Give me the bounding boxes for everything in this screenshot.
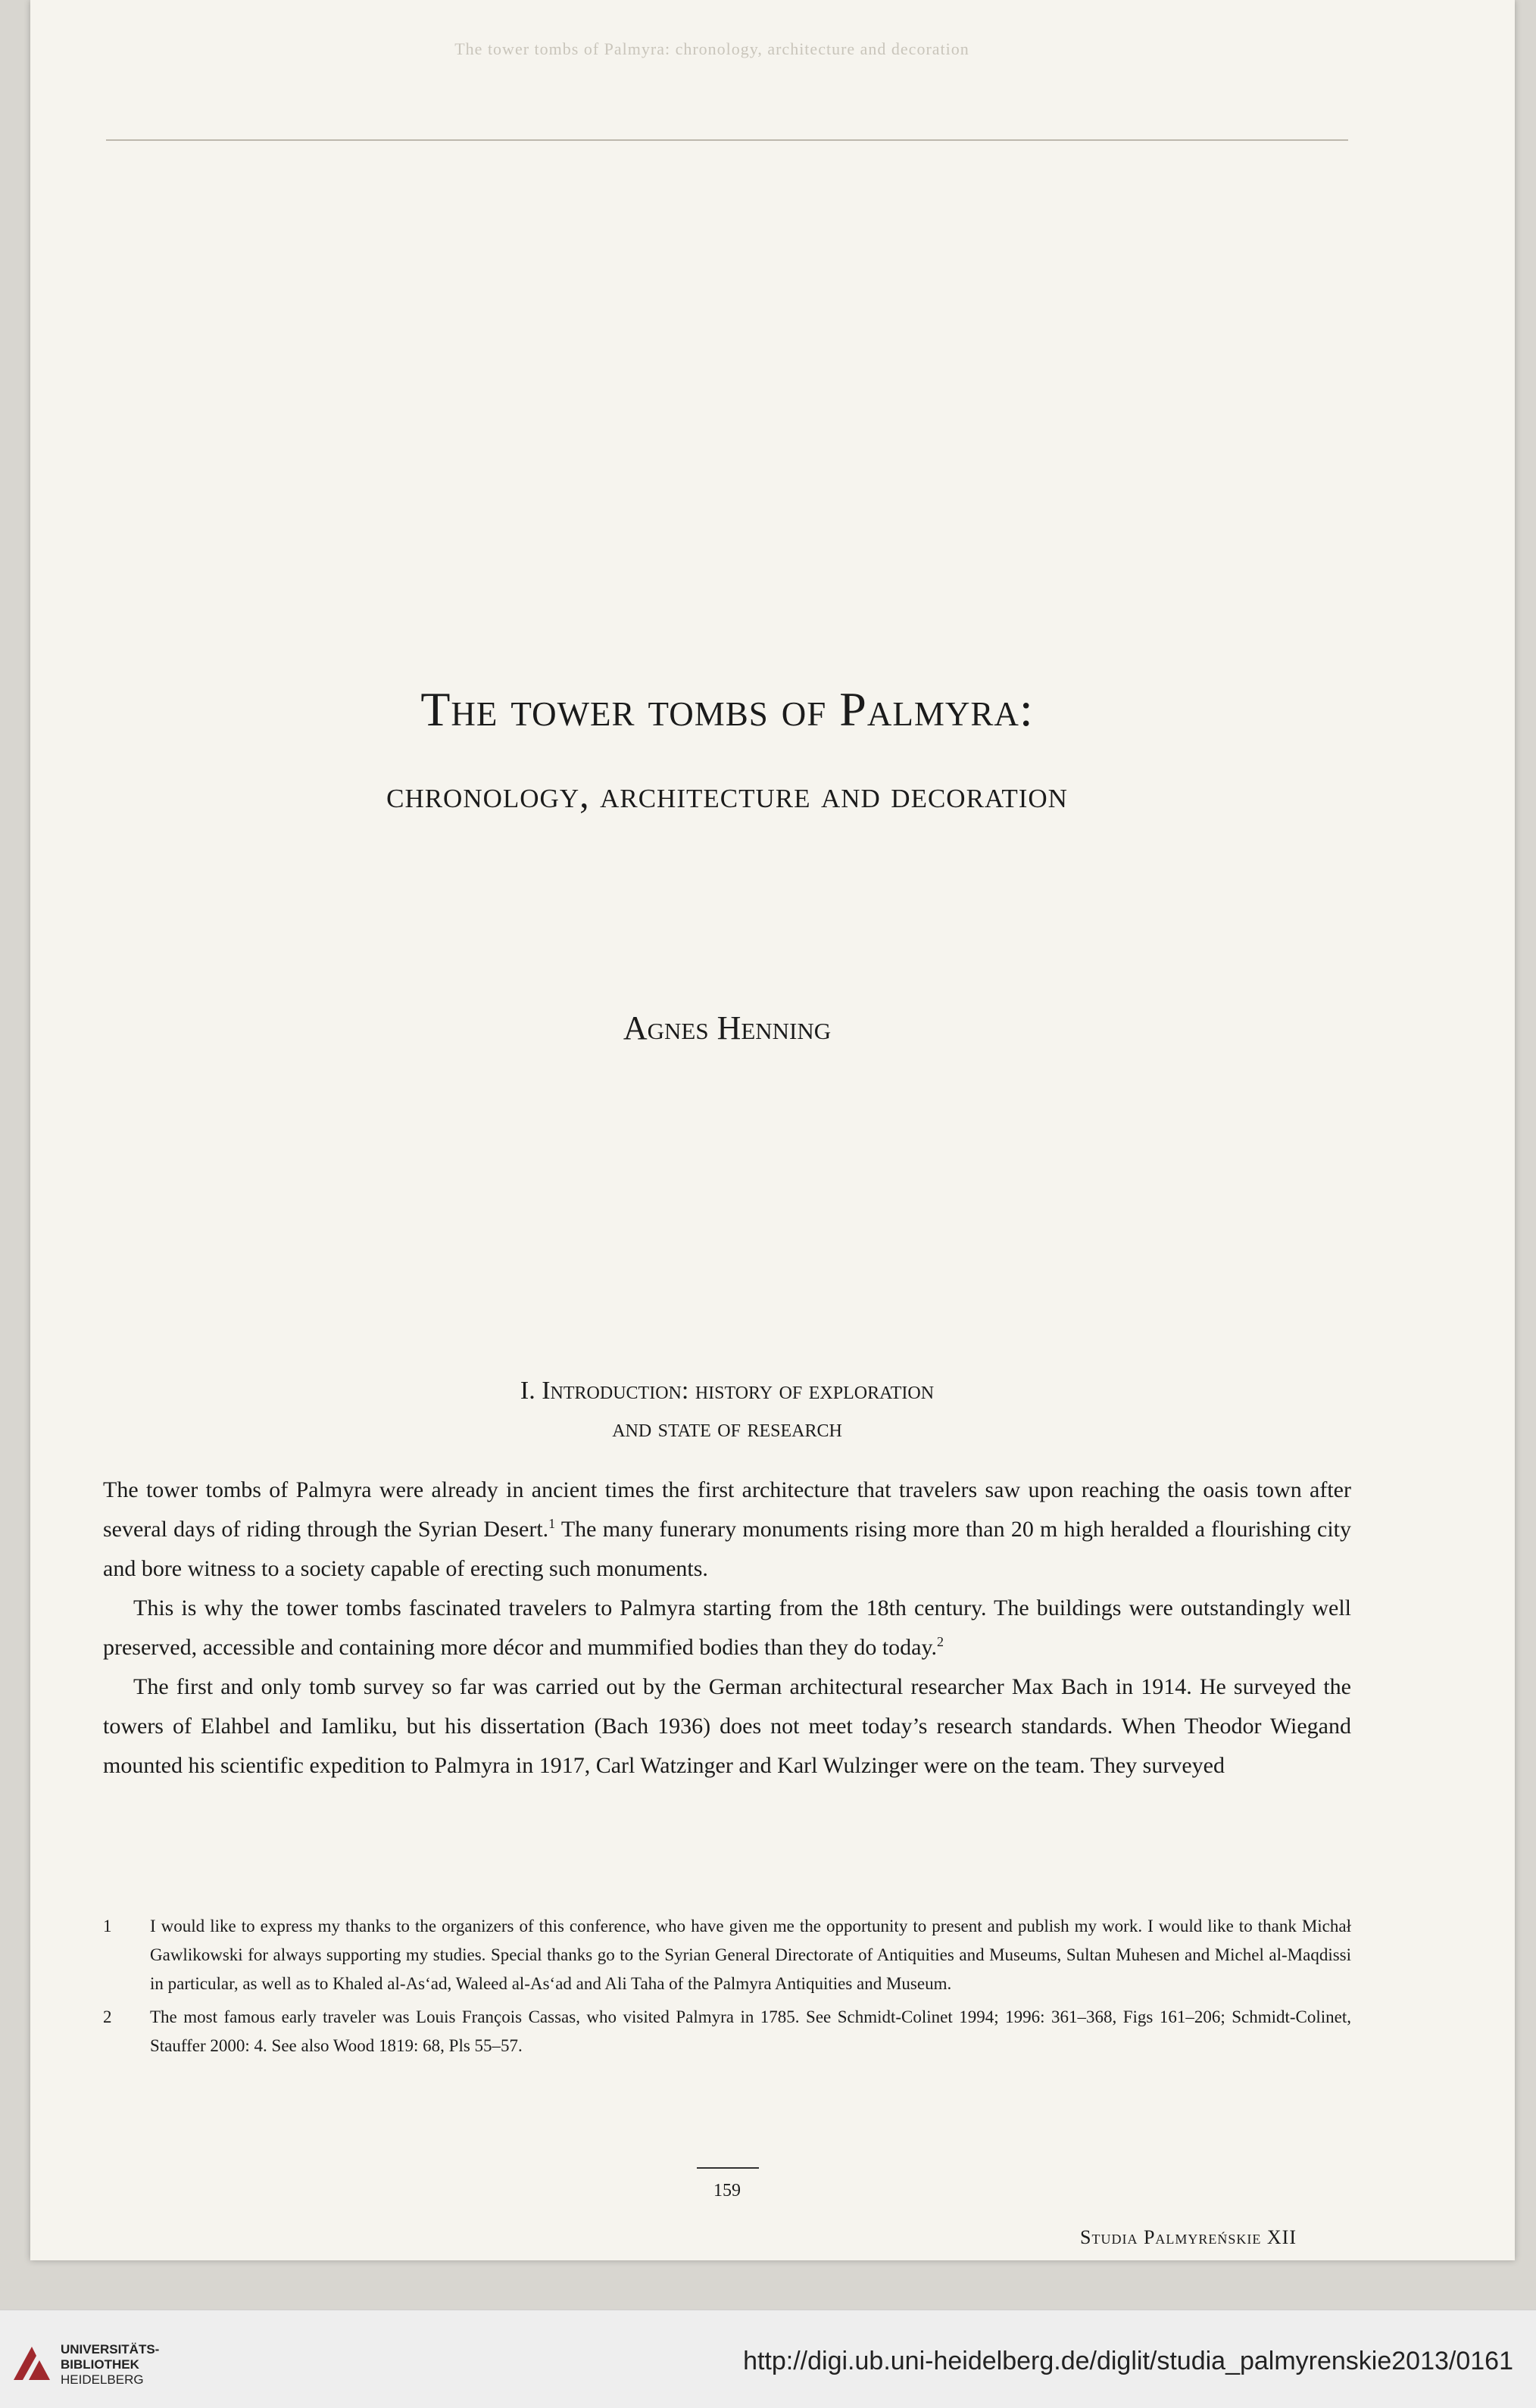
document-page bbox=[30, 0, 1515, 2260]
footnote-text: I would like to express my thanks to the organizers of this conference, who have given me the opportunity to present and publish my work. I would like to thank Michał Gawlikowski for always supporting my studies. Special thanks go to the Syrian General Directorate of Antiquities and Museums, Sultan Muhesen and Michel al-Maqdissi in particular, as well as to Khaled al-As‘ad, Waleed al-As‘ad and Ali Taha of the Palmyra Antiquities and Museum. bbox=[150, 1917, 1351, 1993]
body-text bbox=[103, 1471, 1351, 1786]
logo-line: HEIDELBERG bbox=[61, 2372, 144, 2387]
footer-bar bbox=[0, 2310, 1536, 2408]
footnote-number: 1 bbox=[103, 1917, 112, 1935]
author-name: Agnes Henning bbox=[623, 1009, 832, 1046]
footnotes bbox=[103, 1912, 1351, 2065]
article-subtitle: chronology, architecture and decoration bbox=[386, 773, 1068, 816]
footnote-number: 2 bbox=[103, 2007, 112, 2026]
paragraph bbox=[103, 1589, 1351, 1667]
page-number: 159 bbox=[713, 2181, 741, 2201]
footnote bbox=[103, 1912, 1351, 1998]
section-heading-line-2: and state of research bbox=[612, 1415, 842, 1443]
logo-line: UNIVERSITÄTS- bbox=[61, 2342, 160, 2357]
source-url-link[interactable]: http://digi.ub.uni-heidelberg.de/diglit/studia_palmyrenskie2013/0161 bbox=[743, 2347, 1513, 2375]
logo-line: BIBLIOTHEK bbox=[61, 2357, 139, 2372]
section-heading-line-1: I. Introduction: history of exploration bbox=[520, 1377, 935, 1405]
header-rule bbox=[106, 139, 1348, 141]
footnote-ref[interactable]: 1 bbox=[548, 1516, 556, 1531]
library-logo-text bbox=[61, 2342, 159, 2388]
running-header-bleed: The tower tombs of Palmyra: chronology, architecture and decoration bbox=[454, 39, 969, 58]
paragraph-text: The many funerary monuments rising more than 20 m high heralded a flourishing city and bore witness to a society capable of erecting such monuments. bbox=[103, 1517, 1352, 1581]
footnote-text: The most famous early traveler was Louis François Cassas, who visited Palmyra in 1785. See Schmidt-Colinet 1994; 1996: 361–368, Figs 161–206; Schmidt-Colinet, Stauffer 2000: 4. See also Wood 1819: 68, Pls 55–57. bbox=[150, 2007, 1351, 2055]
footnote-ref[interactable]: 2 bbox=[937, 1634, 944, 1649]
footnote bbox=[103, 2003, 1351, 2060]
paragraph bbox=[103, 1471, 1351, 1589]
article-title: The tower tombs of Palmyra: bbox=[420, 682, 1034, 736]
journal-name: Studia Palmyreńskie XII bbox=[1080, 2226, 1297, 2248]
page-number-rule bbox=[697, 2167, 759, 2169]
paragraph-text: This is why the tower tombs fascinated travelers to Palmyra starting from the 18th century. The buildings were outstandingly well preserved, accessible and containing more décor and mummified bodies than they do today. bbox=[103, 1595, 1351, 1660]
paragraph-text: The first and only tomb survey so far was carried out by the German architectural researcher Max Bach in 1914. He surveyed the towers of Elahbel and Iamliku, but his dissertation (Bach 1936) does not meet today’s research standards. When Theodor Wiegand mounted his scientific expedition to Palmyra in 1917, Carl Watzinger and Karl Wulzinger were on the team. They surveyed bbox=[103, 1674, 1351, 1778]
paragraph-text: The tower tombs of Palmyra were already in ancient times the first architecture that travelers saw upon reaching the oasis town after several days of riding through the Syrian Desert. bbox=[103, 1477, 1351, 1542]
library-logo-icon bbox=[9, 2341, 55, 2386]
paragraph bbox=[103, 1667, 1351, 1786]
section-heading bbox=[106, 1372, 1348, 1448]
